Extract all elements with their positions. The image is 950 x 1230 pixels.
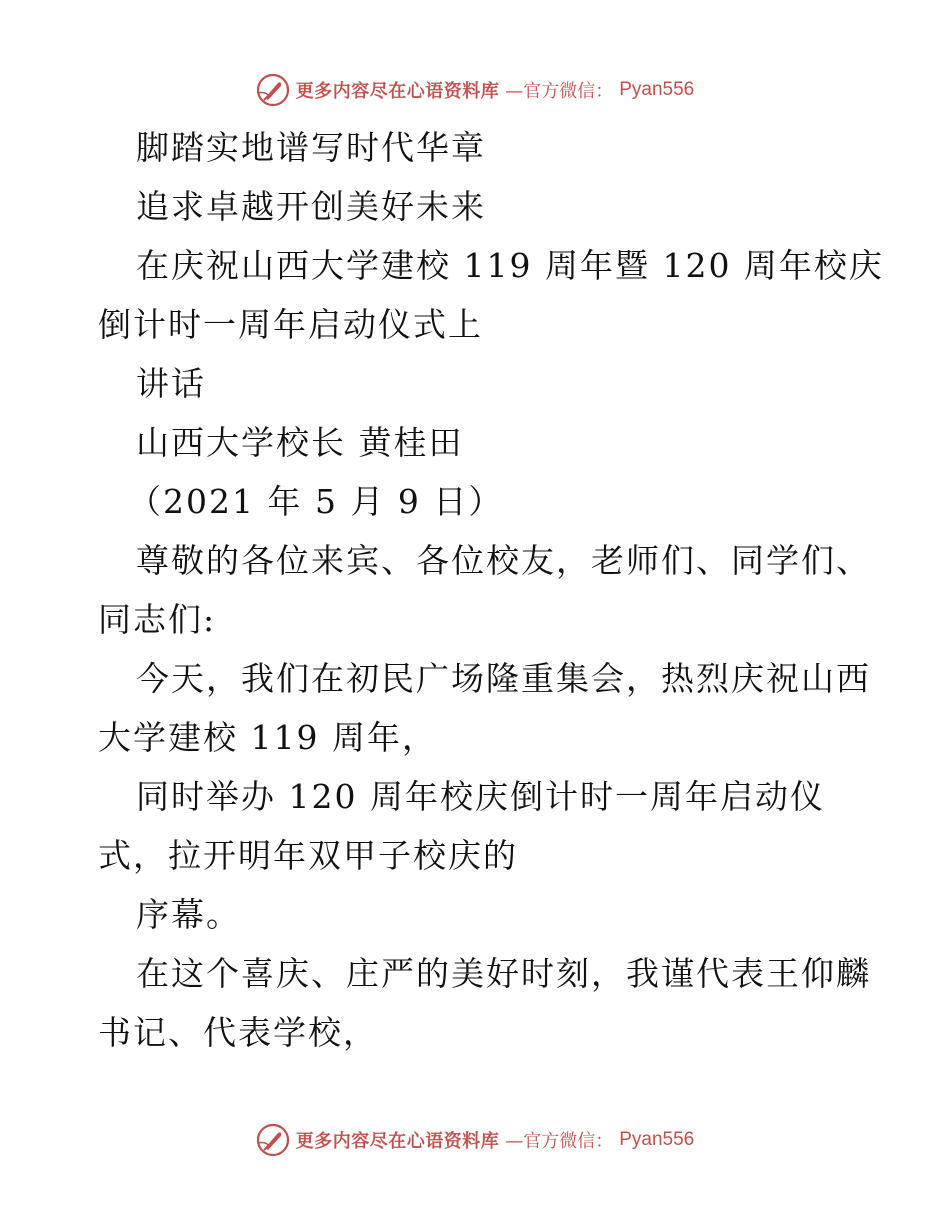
subtitle-line-1: 在庆祝山西大学建校 119 周年暨 120 周年校庆 bbox=[136, 246, 884, 285]
paragraph-line: 大学建校 119 周年， bbox=[98, 718, 437, 757]
paragraph-line: 序幕。 bbox=[136, 895, 241, 934]
banner-title: 更多内容尽在心语资料库 bbox=[295, 81, 500, 102]
paragraph-line: 在这个喜庆、庄严的美好时刻，我谨代表王仰麟 bbox=[136, 954, 871, 993]
subtitle-line-2: 倒计时一周年启动仪式上 bbox=[98, 305, 483, 344]
paragraph-line: 式，拉开明年双甲子校庆的 bbox=[98, 836, 518, 875]
banner-separator: —官方微信： bbox=[505, 81, 614, 102]
wechat-account: Pyan556 bbox=[619, 79, 695, 100]
paragraph-line: 同时举办 120 周年校庆倒计时一周年启动仪 bbox=[136, 777, 825, 816]
paragraph-line: 书记、代表学校， bbox=[98, 1013, 378, 1052]
footer-banner bbox=[0, 1120, 950, 1160]
document-body bbox=[98, 118, 884, 1062]
banner-separator: —官方微信： bbox=[505, 1131, 614, 1152]
speech-label: 讲话 bbox=[136, 364, 206, 403]
banner-title: 更多内容尽在心语资料库 bbox=[295, 1131, 500, 1152]
paragraph-line: 今天，我们在初民广场隆重集会，热烈庆祝山西 bbox=[136, 659, 871, 698]
title-line-1: 脚踏实地谱写时代华章 bbox=[136, 128, 486, 167]
speaker-line: 山西大学校长 黄桂田 bbox=[136, 423, 464, 462]
quill-pen-logo-icon bbox=[256, 1123, 290, 1157]
wechat-account: Pyan556 bbox=[619, 1129, 695, 1150]
quill-pen-logo-icon bbox=[256, 73, 290, 107]
title-line-2: 追求卓越开创美好未来 bbox=[136, 187, 486, 226]
date-line: （2021 年 5 月 9 日） bbox=[128, 482, 504, 521]
header-banner bbox=[0, 70, 950, 110]
salutation-line-1: 尊敬的各位来宾、各位校友，老师们、同学们、 bbox=[136, 541, 871, 580]
salutation-line-2: 同志们: bbox=[98, 600, 217, 639]
